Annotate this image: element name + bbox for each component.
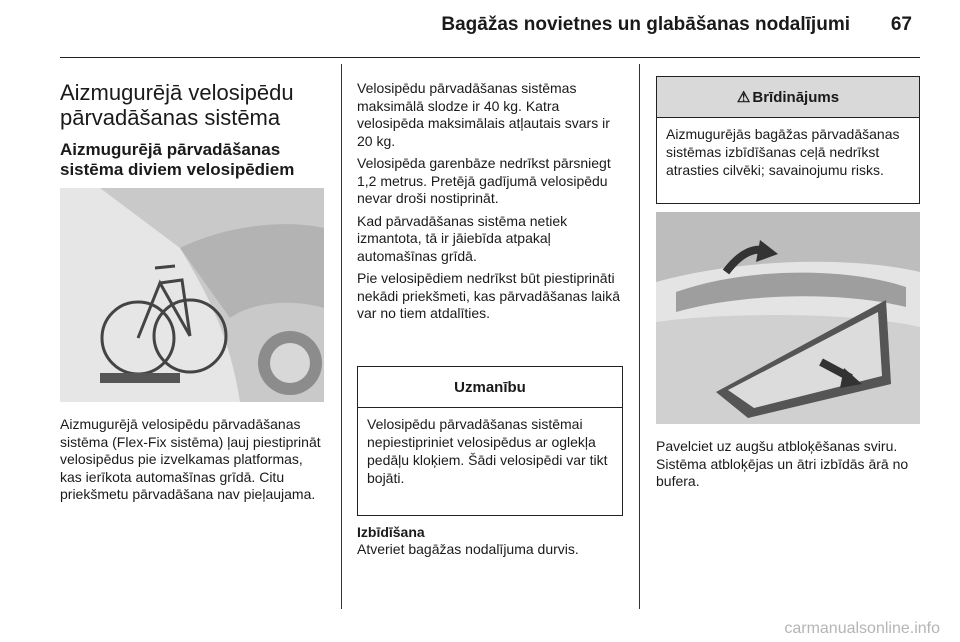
- column-divider-1: [341, 64, 342, 609]
- section-subheading: Aizmugurējā pārvadāšanas sistēma diviem velosipēdiem: [60, 140, 295, 179]
- bike-carrier-illustration: [60, 188, 324, 402]
- page-number: 67: [890, 14, 912, 35]
- running-header-title: Bagāžas novietnes un glabāšanas nodalījumi: [441, 14, 850, 35]
- watermark: carmanualsonline.info: [784, 620, 940, 637]
- column-divider-2: [639, 64, 640, 609]
- extension-label: Izbīdīšana: [357, 524, 425, 540]
- warning-box: [656, 76, 920, 204]
- header-rule: [60, 57, 920, 58]
- caution-title: Uzmanību: [358, 367, 622, 408]
- load-paragraph: Velosipēdu pārvadāšanas sistēmas maksimālā slodze ir 40 kg. Katra velosipēda maksimālais atļautais svars ir 20 kg.: [357, 80, 610, 149]
- caution-body: Velosipēdu pārvadāšanas sistēmai nepiestipriniet velosipēdus ar oglekļa pedāļu kloķiem. Šādi velosipēdi var tikt bojāti.: [367, 416, 608, 486]
- intro-paragraph: Aizmugurējā velosipēdu pārvadāšanas sistēma (Flex-Fix sistēma) ļauj piestiprināt velosipēdus pie izvelkamas platformas, kas ierīkota automašīnas grīdā. Citu priekšmetu pārvadāšana nav pieļaujama.: [60, 416, 321, 502]
- caution-box: [357, 366, 623, 516]
- extension-section: [357, 524, 625, 559]
- section-heading-block: [60, 80, 330, 180]
- warning-header: [657, 77, 919, 118]
- warning-body: Aizmugurējās bagāžas pārvadāšanas sistēmas izbīdīšanas ceļā nedrīkst atrasties cilvēki; savainojumu risks.: [666, 126, 900, 178]
- wheelbase-paragraph: Velosipēda garenbāze nedrīkst pārsniegt 1,2 metrus. Pretējā gadījumā velosipēdu nevar droši nostiprināt.: [357, 155, 611, 206]
- section-heading: Aizmugurējā velosipēdu pārvadāšanas sistēma: [60, 80, 294, 130]
- unlock-lever-illustration: [656, 212, 920, 424]
- warning-title: Brīdinājums: [752, 88, 840, 106]
- warning-triangle-icon: ⚠: [736, 89, 751, 106]
- stow-paragraph: Kad pārvadāšanas sistēma netiek izmantota, tā ir jāiebīda atpakaļ automašīnas grīdā.: [357, 212, 568, 264]
- unlock-caption: Pavelciet uz augšu atbloķēšanas sviru. Sistēma atbloķējas un ātri izbīdās ārā no bufera.: [656, 438, 909, 489]
- attachments-paragraph: Pie velosipēdiem nedrīkst būt piestiprināti nekādi priekšmeti, kas pārvadāšanas laikā var no tiem atdalīties.: [357, 270, 621, 321]
- middle-text-block: [357, 80, 625, 323]
- extension-text: Atveriet bagāžas nodalījuma durvis.: [357, 541, 579, 557]
